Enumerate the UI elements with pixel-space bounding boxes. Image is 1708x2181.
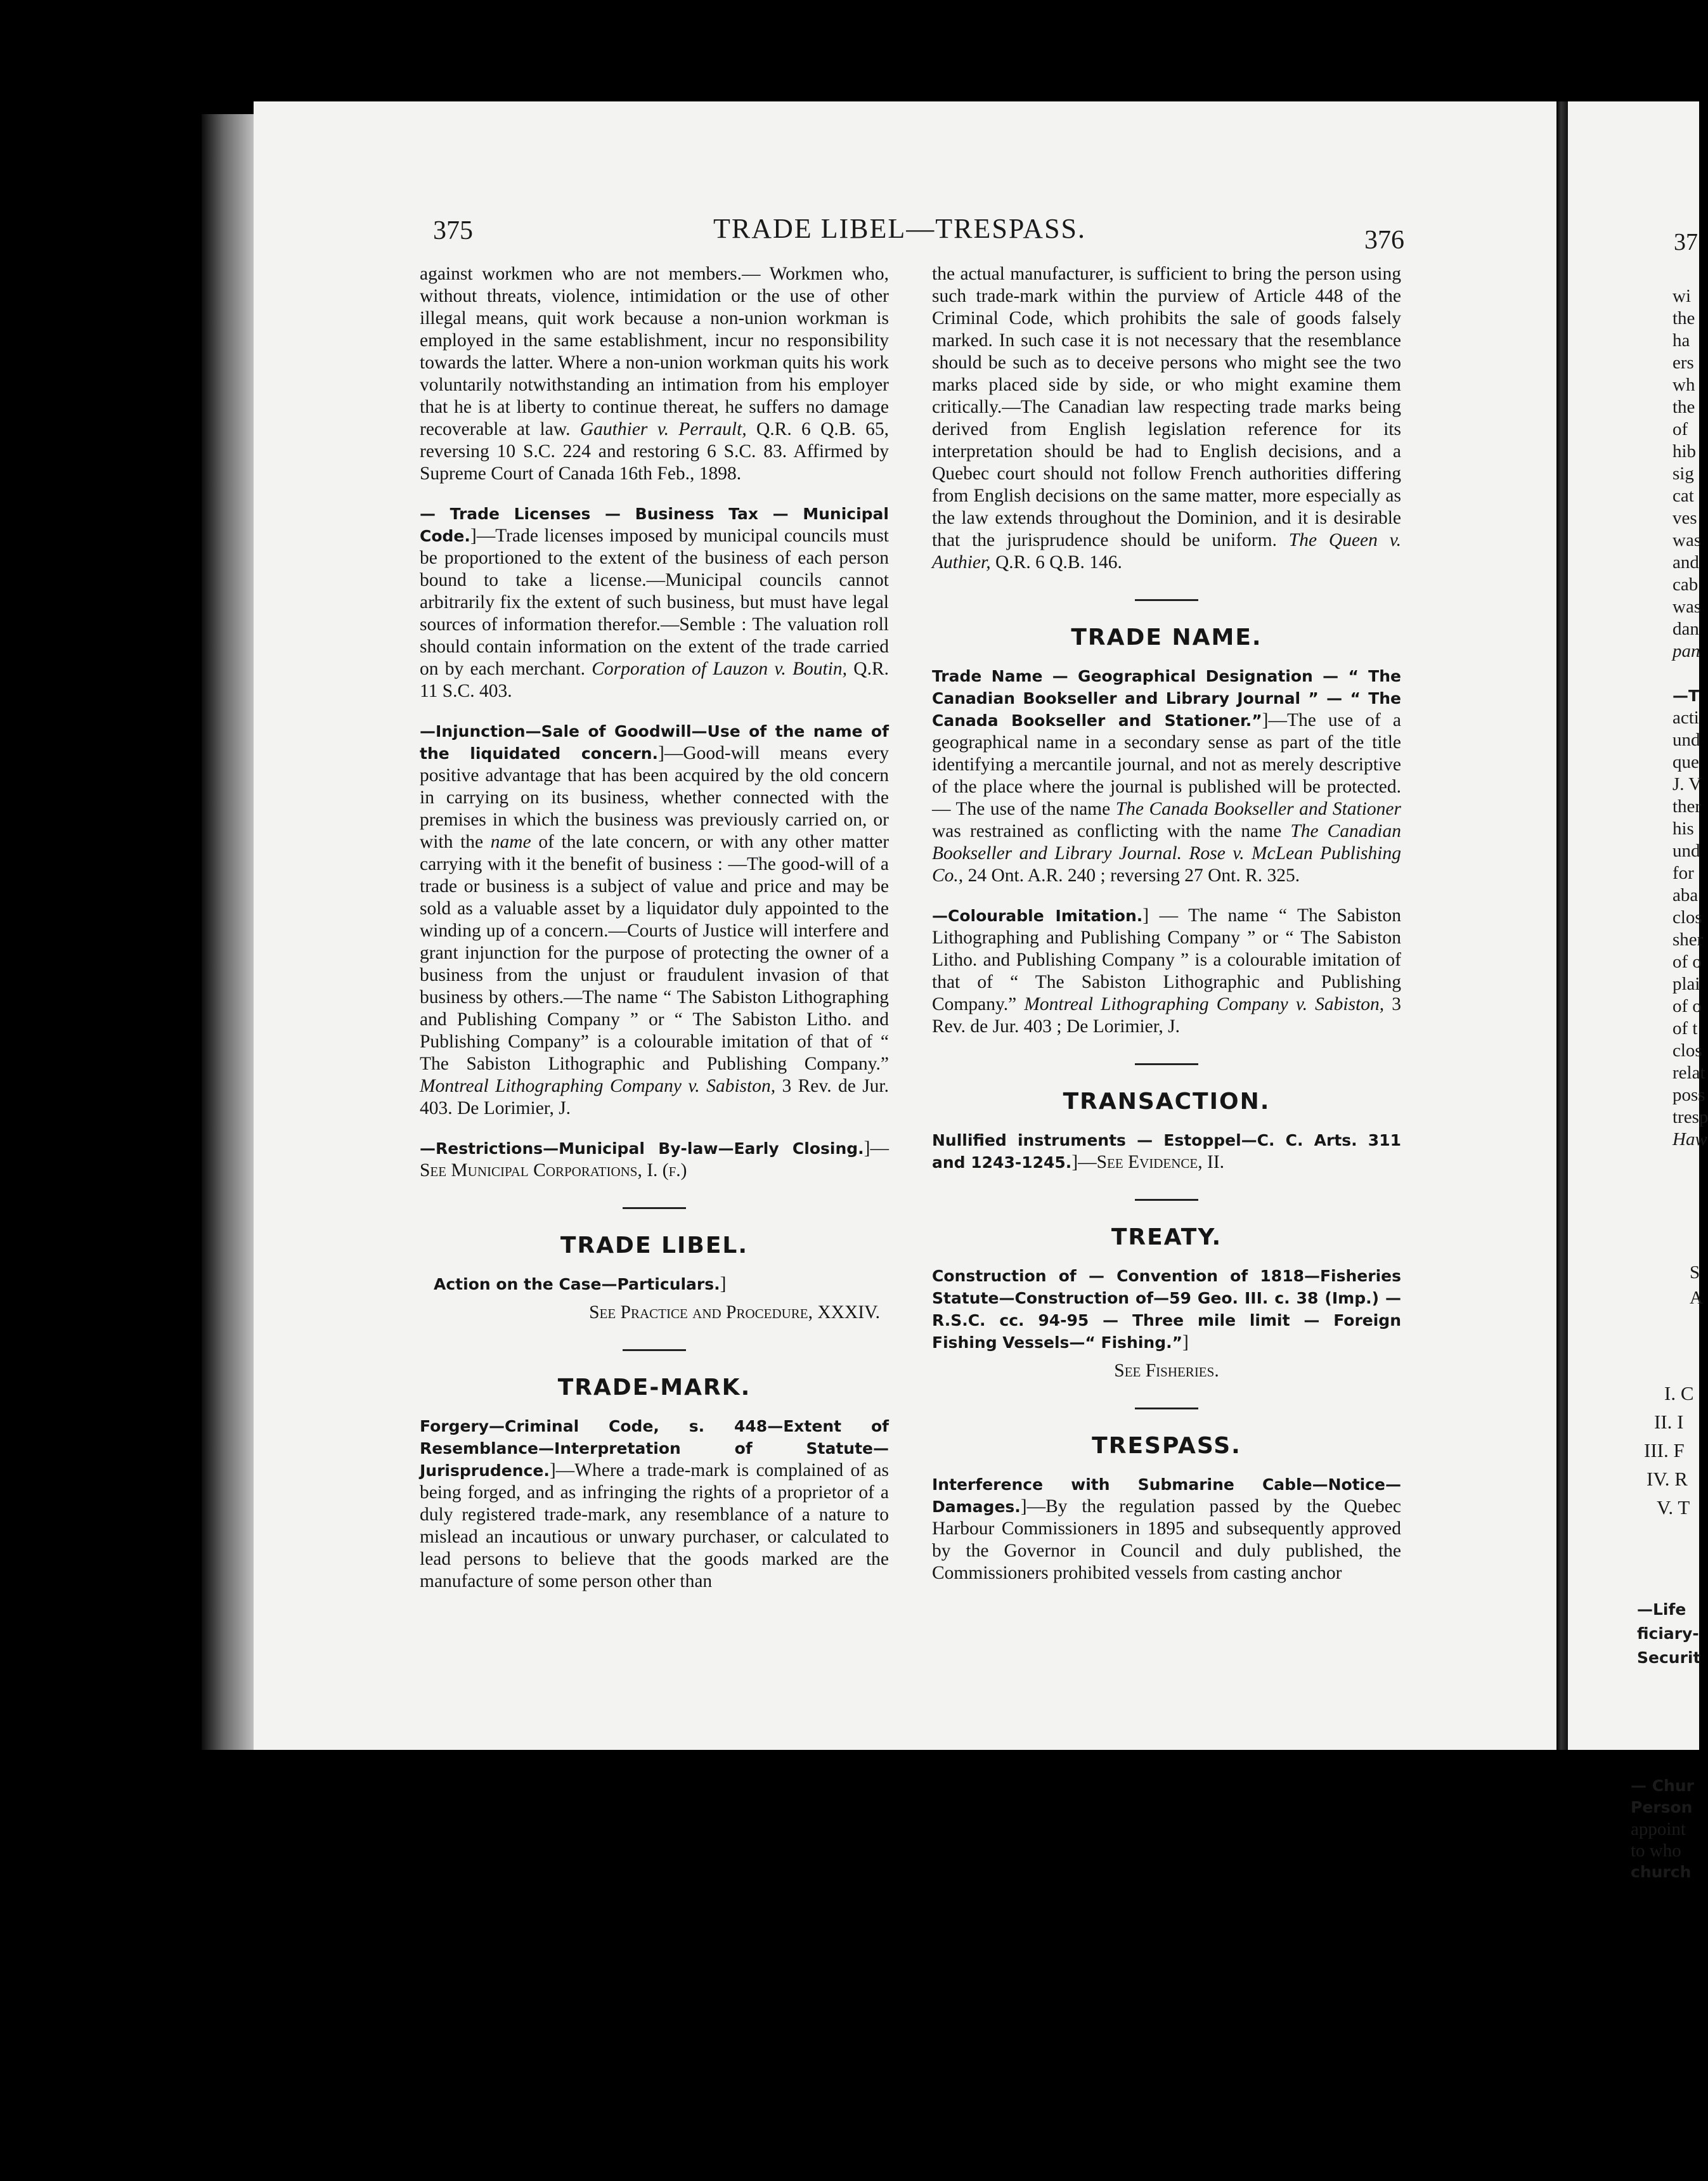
entry-trade-licenses: — Trade Licenses — Business Tax — Municipal Code.]—Trade licenses imposed by municipal councils must be proportioned to the extent of the business of each person bound to take a license.—Municipal councils cannot arbitrarily fix the extent of such business, but must have legal sources of information therefor.—Semble : The valuation roll should contain information on the extent of the trade carried on by each merchant. Corporation of Lauzon v. Boutin, Q.R. 11 S.C. 403. <box>420 505 890 701</box>
next-page-fragment-roman: I. C II. I III. F IV. R V. T <box>1644 1382 1694 1518</box>
section-rule <box>623 1349 686 1351</box>
right-page-number: 376 <box>1364 226 1404 255</box>
entry-convention-1818: Construction of — Convention of 1818—Fisheries Statute—Construction of—59 Geo. III. c. 38 (Imp.) —R.S.C. cc. 94-95 — Three mile limit — Foreign Fishing Vessels—“ Fishing.”] <box>932 1267 1401 1352</box>
entry-combination-workmen: against workmen who are not members.— Workmen who, without threats, violence, intimidation or the use of other illegal means, quit work because a non-union workman is employed in the same establishment, incur no responsibility towards the latter. Where a non-union workman quits his work voluntarily notwithstanding an intimation from his employer that he is at liberty to continue thereat, he suffers no damage recoverable at law. Gauthier v. Perrault, Q.R. 6 Q.B. 65, reversing 10 S.C. 224 and restoring 6 S.C. 83. Affirmed by Supreme Court of Canada 16th Feb., 1898. <box>420 264 890 484</box>
section-title-transaction: TRANSACTION. <box>1063 1089 1271 1115</box>
next-page-fragment-life: —Life ficiary- Securit <box>1637 1600 1701 1667</box>
cross-reference-practice: See Practice and Procedure, XXXIV. <box>589 1302 880 1323</box>
section-title-trade-mark: TRADE-MARK. <box>557 1375 751 1401</box>
section-title-trespass: TRESPASS. <box>1092 1433 1241 1459</box>
running-title: TRADE LIBEL—TRESPASS. <box>713 213 1087 244</box>
section-rule <box>1135 1063 1198 1065</box>
cross-reference-fisheries: See Fisheries. <box>1114 1361 1219 1381</box>
section-title-trade-name: TRADE NAME. <box>1071 625 1262 650</box>
left-page-number: 375 <box>433 216 473 245</box>
entry-submarine-cable: Interference with Submarine Cable—Notice—Damages.]—By the regulation passed by the Quebec Harbour Commissioners in 1895 and subsequently approved by the Governor in Council and duly published, the Commissioners prohibited vessels from casting anchor <box>932 1475 1401 1583</box>
section-rule <box>1135 1408 1198 1409</box>
next-page-fragment-top: wi the ha ers wh the of hib sig cat ves was and cab was dan pan <box>1672 286 1702 661</box>
entry-geographical-designation: Trade Name — Geographical Designation — “ The Canadian Bookseller and Library Journal ” — “ The Canada Bookseller and Stationer.”]—The use of a geographical name in a secondary sense as part of the title identifying a mercantile journal, and not as merely descriptive of the place where the journal is published will be protected. — The use of the name The Canada Bookseller and Stationer was restrained as conflicting with the name The Canadian Bookseller and Library Journal. Rose v. McLean Publishing Co., 24 Ont. A.R. 240 ; reversing 27 Ont. R. 325. <box>932 667 1402 886</box>
next-page-fragment-middle: —T acti und que J. V ther his und for aba clos sher of o plai of o of t clos relat poss tresp Haw <box>1672 687 1708 1149</box>
section-rule <box>1135 1199 1198 1201</box>
page-gutter <box>1556 101 1568 1750</box>
next-page-fragment-a: A <box>1690 1288 1703 1308</box>
section-title-treaty: TREATY. <box>1111 1224 1222 1250</box>
entry-action-on-case: Action on the Case—Particulars.] <box>434 1274 727 1294</box>
entry-nullified-instruments: Nullified instruments — Estoppel—C. C. Arts. 311 and 1243-1245.]—See Evidence, II. <box>932 1131 1401 1172</box>
right-column <box>932 263 1401 1602</box>
next-page-fragment-s: S <box>1690 1262 1700 1283</box>
next-page-number: 37 <box>1674 229 1698 256</box>
entry-forgery: Forgery—Criminal Code, s. 448—Extent of Resemblance—Interpretation of Statute—Jurisprudence.]—Where a trade-mark is complained of as being forged, and as infringing the rights of a proprietor of a duly registered trade-mark, any resemblance of a nature to mislead an incautious or unwary purchaser, or calculated to lead persons to believe that the goods marked are the manufacture of some person other than <box>420 1417 889 1591</box>
entry-colourable-imitation: —Colourable Imitation.] — The name “ The Sabiston Lithographing and Publishing Company ” or “ The Sabiston Litho. and Publishing Company ” is a colourable imitation of that of “ The Sabiston Lithographic and Publishing Company.” Montreal Lithographing Company v. Sabiston, 3 Rev. de Jur. 403 ; De Lorimier, J. <box>932 905 1401 1037</box>
left-column <box>420 263 889 1610</box>
section-rule <box>623 1207 686 1209</box>
entry-injunction-goodwill: —Injunction—Sale of Goodwill—Use of the name of the liquidated concern.]—Good-will means every positive advantage that has been acquired by the old concern in carrying on its business, whether connected with the premises in which the business was previously carried on, or with the name of the late concern, or with any other matter carrying with it the benefit of business : —The good-will of a trade or business is a subject of value and price and may be sold as a valuable asset by a liquidator duly appointed to the winding up of a concern.—Courts of Justice will interfere and grant injunction for the purpose of protecting the owner of a business from the unjust or fraudulent invasion of that business by others.—The name “ The Sabiston Lithographing and Publishing Company ” or “ The Sabiston Litho. and Publishing Company” is a colourable imitation of that of “ The Sabiston Lithographic and Publishing Company.” Montreal Lithographing Company v. Sabiston, 3 Rev. de Jur. 403. De Lorimier, J. <box>420 722 890 1118</box>
entry-restrictions: —Restrictions—Municipal By-law—Early Closing.]—See Municipal Corporations, I. (f.) <box>420 1138 889 1181</box>
book-spine-shadow <box>202 114 259 1750</box>
entry-forgery-continued: the actual manufacturer, is sufficient to bring the person using such trade-mark within the purview of Article 448 of the Criminal Code, which prohibits the sale of goods falsely marked. In such case it is not necessary that the resemblance should be such as to deceive persons who might see the two marks placed side by side, or who might examine them critically.—The Canadian law respecting trade marks being derived from English legislation reference for its interpretation should be had to English decisions, and a Quebec court should not follow French authorities differing from English decisions on the same matter, more especially as the law extends throughout the Dominion, and it is desirable that the jurisprudence should be uniform. The Queen v. Authier, Q.R. 6 Q.B. 146. <box>932 264 1401 573</box>
next-page-fragment-church: — Chur Person appoint to who church <box>1631 1777 1694 1881</box>
section-title-trade-libel: TRADE LIBEL. <box>560 1233 749 1259</box>
section-rule <box>1135 599 1198 601</box>
